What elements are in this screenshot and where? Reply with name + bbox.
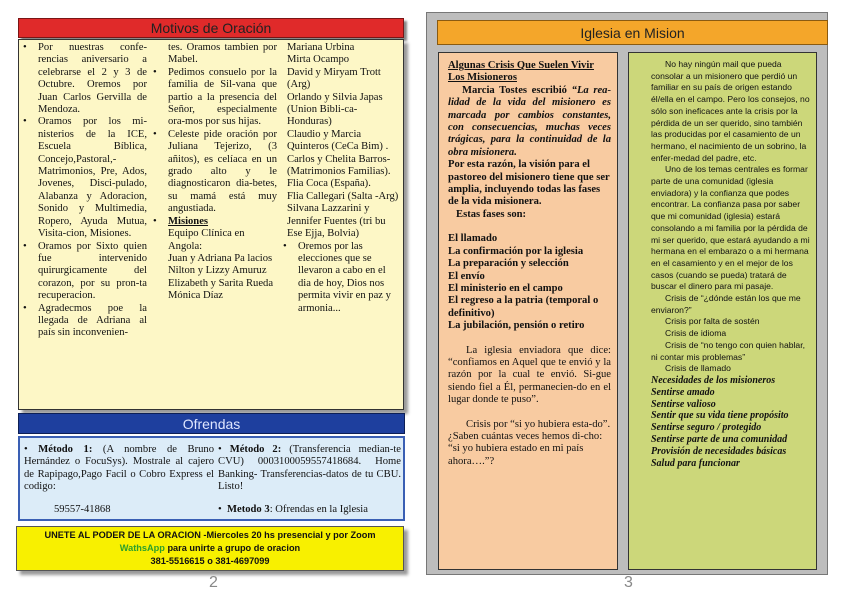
phase-item: El llamado — [448, 233, 498, 245]
mission-name: Orlando y Silvia Japas (Union Bibli-ca-Honduras) — [287, 91, 383, 128]
unete-line-2 — [17, 542, 403, 555]
green-paragraph: Uno de los temas centrales es formar parte de una comunidad (iglesia enviadora) y la confianza que podes encontrar. La confianza pasa por saber que mi comunidad (iglesia) estará consolando a mi familia por la pérdida de mi ser querido, que estará ayudando a mi hermana en el embarazo o a mi hermana en el casamiento y en el mejor de los casos (cuando se pueda) tratará de buscar el dinero para mi pasaje. — [651, 164, 810, 292]
unete-line-2-text: para unirte a grupo de oracion — [164, 543, 301, 553]
whatsapp-label: WathsApp — [119, 543, 165, 553]
mission-name: Juan y Adriana Pa lacios — [168, 252, 273, 264]
unete-banner — [16, 526, 404, 571]
misiones-item — [151, 216, 277, 228]
metodo-3: • Metodo 3: Ofrendas en la Iglesia — [218, 504, 368, 515]
metodo-1: • Método 1: (A nombre de Bruno Hernández o FocuSys). Mostrale al cajero de Rapipago,Pago Facil o Cobro Express el codigo: — [24, 444, 215, 493]
metodo-2-label: Método 2: — [229, 444, 282, 455]
motivos-title: Motivos de Oración — [150, 20, 272, 36]
metodo-1-label: Método 1: — [38, 444, 93, 455]
consolation-article — [628, 52, 817, 570]
article-paragraph: La iglesia enviadora que dice: “confiamos en Aquel que te envió y la razón por la cual te envió. Si-gue siendo fiel a Él, permanecien-do en el lugar donde te puso”. — [448, 344, 611, 406]
article-quote: “La rea-lidad de la vida del misionero es marcada por cambios constantes, con consecuencias, muchas veces trágicas, para la continuidad de la obra misionera. — [448, 84, 612, 158]
phase-item: La preparación y selección — [448, 258, 569, 270]
needs-item: Sentirse amado — [651, 386, 715, 398]
metodo-3-label: Metodo 3 — [227, 504, 270, 515]
payment-code: 59557-41868 — [54, 504, 111, 515]
prayer-item: • Celeste pide oración por Juliana Tejerizo, (3 añitos), es celíaca en un grado alto y le diagnosticaron dia-betes, su mamá está muy angustiada. — [151, 129, 277, 216]
mission-name: Elizabeth y Sarita Rueda — [168, 277, 274, 289]
crisis-item: Crisis de idioma — [665, 328, 727, 339]
mission-name: Flia Callegari (Salta -Arg) — [287, 190, 399, 202]
mission-name: Mónica Díaz — [168, 290, 224, 302]
crisis-item: Crisis de “¿dónde están los que me enviaron?” — [651, 293, 801, 315]
needs-item: Sentir que su vida tiene propósito — [651, 410, 789, 422]
metodo-2: • Método 2: (Transferencia median-te CVU) 0003100059557418684. Home Banking- Transferencias-datos de tu CBU. Listo! — [218, 444, 401, 493]
metodo-2-text: (Transferencia median-te CVU) 0003100059557418684. Home Banking- Transferencias-datos de tu CBU. Listo! — [218, 444, 401, 493]
motivos-column-2 — [151, 42, 277, 303]
misiones-list — [151, 228, 277, 302]
prayer-item: • Agradecmos poe la llegada de Adriana al país sin inconvenien- — [21, 303, 147, 340]
fases-label: Estas fases son: — [456, 208, 527, 220]
needs-heading: Necesidades de los misioneros — [651, 374, 776, 386]
prayer-item-continuation: tes. Oramos tambien por Mabel. — [168, 42, 277, 66]
prayer-item: • Pedimos consuelo por la familia de Sil-vana que partio a la presencia del Señor, especialmente ora-mos por sus hijas. — [151, 67, 277, 129]
crisis-item: Crisis de “no tengo con quien hablar, ni contar mis problemas” — [651, 339, 805, 362]
misiones-heading: Misiones — [168, 215, 209, 227]
motivos-column-3 — [281, 42, 401, 315]
iglesia-title: Iglesia en Mision — [580, 24, 685, 41]
mission-name: Carlos y Chelita Barros- (Matrimonios Familias). — [287, 153, 391, 178]
article-paragraph: ¿Saben cuántas veces hemos di-cho: “si yo hubiera estado en mi país ahora….”? — [448, 430, 603, 467]
needs-item: Sentirse parte de una comunidad — [651, 433, 788, 445]
prayer-item: • Por nuestras confe-rencias aniversario a celebrarse el 2 y 3 de Octubre. Oremos por Juan Carlos Gervilla de Mendoza. — [21, 42, 147, 116]
needs-item: Salud para funcionar — [651, 457, 740, 469]
unete-line-1: UNETE AL PODER DE LA ORACION -Miercoles 20 hs presencial y por Zoom — [44, 530, 376, 540]
mission-name: Flia Coca (España). — [287, 178, 371, 190]
ofrendas-box — [18, 436, 405, 521]
motivos-column-1 — [21, 42, 147, 340]
phase-item: La confirmación por la iglesia — [448, 245, 584, 257]
missionary-names — [281, 42, 401, 241]
prayer-item: • Oramos por los mi-nisterios de la ICE, Escuela Bíblica, Concejo,Pastoral,-Matrimonios, Pre, Ados, Jovenes, Disci-pulado, Alabanza y Adoracion, Sonido y Multimedia, Ropero, Ayuda Mutua, Visita-cion, Misiones. — [21, 116, 147, 240]
green-paragraph: No hay ningún mail que pueda consolar a un misionero que perdió un familiar en su país de origen estando él/ella en el campo. Pero los consejos, no sólo son ineficaces ante la crisis por la pérdida de un ser querido, sino también las producidas por el casamiento de un hermano, el nacimiento de un sobrino, la enfer-medad del padre, etc. — [651, 59, 810, 163]
needs-item: Sentirse seguro / protegido — [651, 422, 762, 434]
needs-item: Sentirse valioso — [651, 398, 716, 410]
crisis-article — [438, 52, 618, 570]
ofrendas-title-bar — [18, 413, 405, 434]
motivos-box — [18, 39, 404, 410]
unete-phones: 381-5516615 o 381-4697099 — [150, 556, 270, 566]
mission-name: Mariana Urbina — [287, 42, 355, 53]
metodo-3-text: : Ofrendas en la Iglesia — [269, 504, 368, 515]
mission-name: David y Miryam Trott (Arg) — [287, 66, 381, 91]
phase-item: La jubilación, pensión o retiro — [448, 320, 585, 332]
mission-name: Silvana Lazzarini y Jennifer Fuentes (tri bu Ese Ejja, Bolvia) — [287, 203, 386, 240]
mission-name: Mirta Ocampo — [287, 54, 350, 66]
article-paragraph: Crisis por “si yo hubiera esta-do”. — [466, 418, 611, 430]
crisis-item: Crisis por falta de sostén — [665, 316, 760, 327]
phase-item: El ministerio en el campo — [448, 282, 563, 294]
mission-name: Claudio y Marcia Quinteros (CeCa Bim) . — [287, 128, 389, 153]
article-reason: Por esta razón, la visión para el pastoreo del misionero tiene que ser amplia, incluyendo todas las fases de la vida misionera. — [448, 159, 610, 208]
mission-name: Equipo Clínica en Angola: — [168, 228, 245, 252]
page-number-right: 3 — [624, 574, 633, 591]
prayer-item: • Oramos por Sixto quien fue intervenido quirurgicamente del corazon, por su pron-ta recuperacion. — [21, 241, 147, 303]
metodo-1-text: (A nombre de Bruno Hernández o FocuSys). Mostrale al cajero de Rapipago,Pago Facil o Cobro Express el codigo: — [24, 444, 215, 493]
crisis-item: Crisis de llamado — [665, 363, 731, 374]
article-intro — [448, 85, 611, 159]
article-heading: Algunas Crisis Que Suelen Vivir Los Misioneros — [448, 60, 594, 84]
needs-item: Provisión de necesidades básicas — [651, 445, 787, 457]
phase-item: El regreso a la patria (temporal o definitivo) — [448, 295, 599, 319]
ofrendas-title: Ofrendas — [182, 415, 241, 432]
author-lead: Marcia Tostes escribió — [461, 84, 567, 96]
page-number-left: 2 — [209, 574, 218, 591]
phase-item: El envío — [448, 270, 485, 282]
iglesia-title-bar — [437, 20, 828, 45]
prayer-item: • Oremos por las elecciones que se llevaron a cabo en el dia de hoy, Dios nos permita vivir en paz y armonia... — [281, 241, 401, 315]
mission-name: Nilton y Lizzy Amuruz — [168, 265, 267, 277]
motivos-title-bar — [18, 18, 404, 38]
